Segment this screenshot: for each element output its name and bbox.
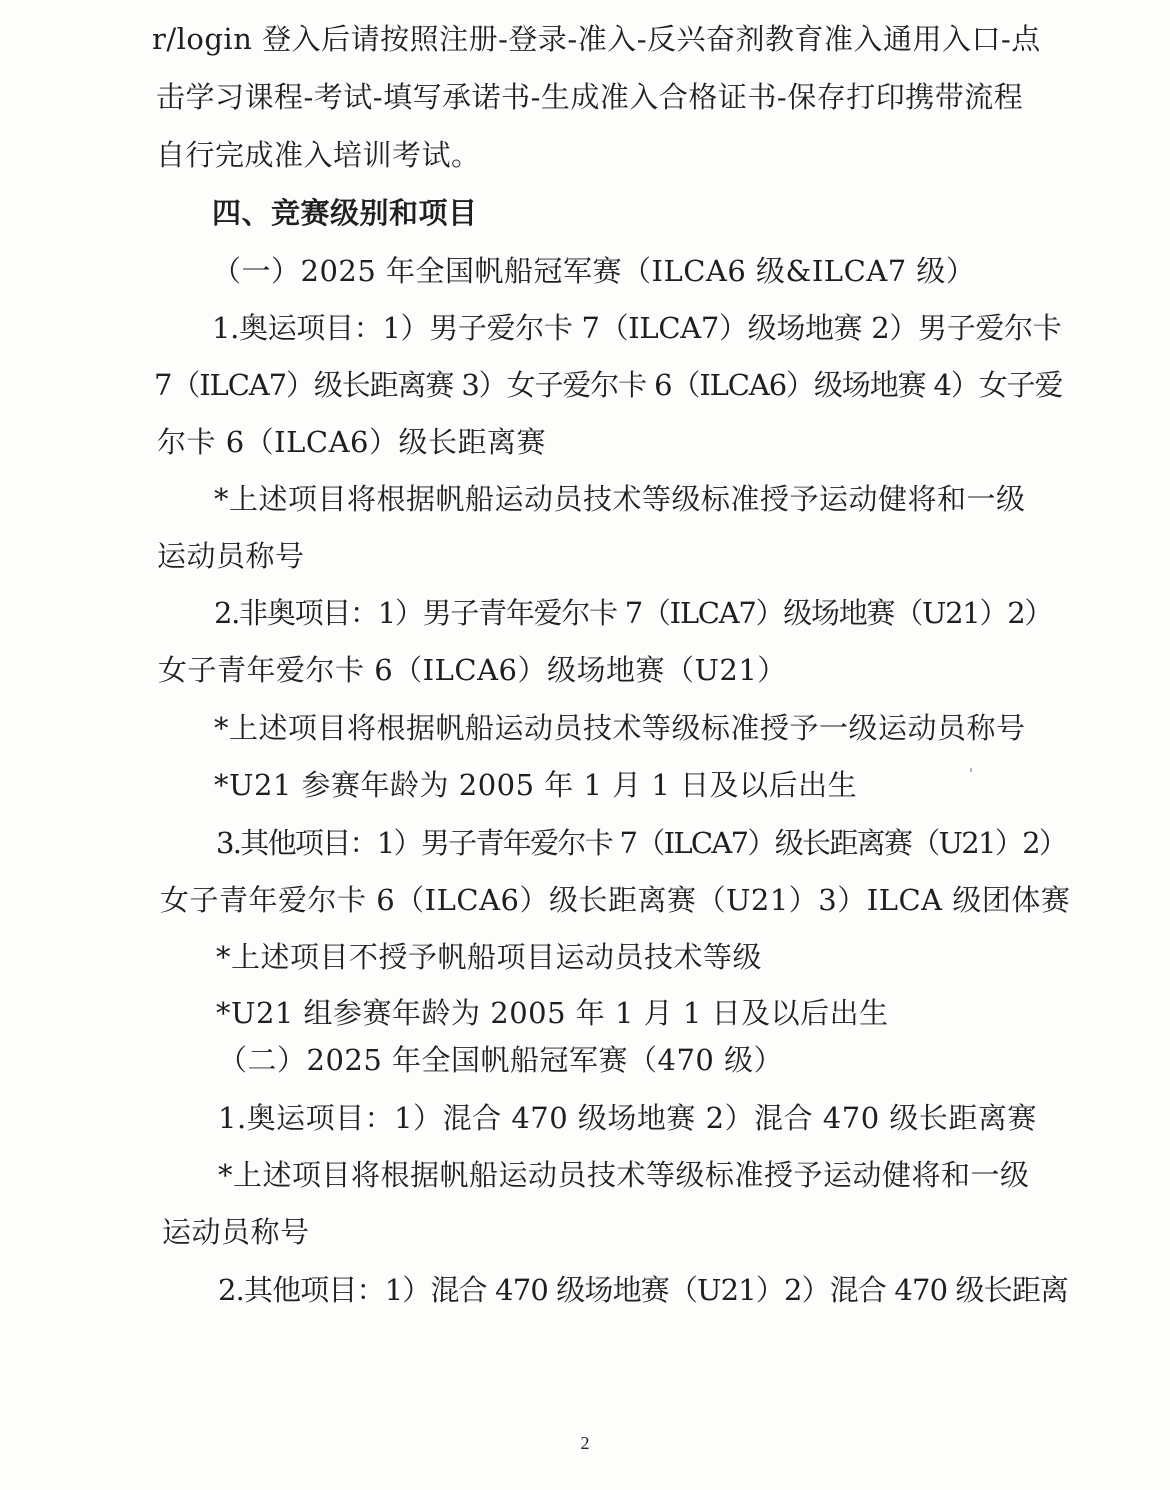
- text-line-15: 3.其他项目：1）男子青年爱尔卡 7（ILCA7）级长距离赛（U21）2）: [216, 826, 1067, 860]
- text-line-11: 2.非奥项目：1）男子青年爱尔卡 7（ILCA7）级场地赛（U21）2）: [214, 596, 1053, 630]
- text-line-23: 2.其他项目：1）混合 470 级场地赛（U21）2）混合 470 级长距离: [218, 1273, 1069, 1307]
- note-line-1-cont: 运动员称号: [157, 539, 305, 573]
- subsection-heading-1: （一）2025 年全国帆船冠军赛（ILCA6 级&ILCA7 级）: [212, 254, 976, 288]
- text-line-16: 女子青年爱尔卡 6（ILCA6）级长距离赛（U21）3）ILCA 级团体赛: [160, 883, 1071, 917]
- note-line-6: *上述项目将根据帆船运动员技术等级标准授予运动健将和一级: [218, 1158, 1030, 1192]
- text-line-7: 7（ILCA7）级长距离赛 3）女子爱尔卡 6（ILCA6）级场地赛 4）女子爱: [154, 368, 1063, 402]
- note-line-4: *上述项目不授予帆船项目运动员技术等级: [216, 940, 763, 974]
- text-line-3: 自行完成准入培训考试。: [156, 138, 481, 172]
- note-line-1: *上述项目将根据帆船运动员技术等级标准授予运动健将和一级: [214, 482, 1026, 516]
- subsection-heading-2: （二）2025 年全国帆船冠军赛（470 级）: [218, 1043, 784, 1077]
- text-line-8: 尔卡 6（ILCA6）级长距离赛: [157, 425, 546, 459]
- text-line-12: 女子青年爱尔卡 6（ILCA6）级场地赛（U21）: [158, 653, 787, 687]
- note-line-3: *U21 参赛年龄为 2005 年 1 月 1 日及以后出生: [214, 768, 858, 802]
- text-line-20: 1.奥运项目：1）混合 470 级场地赛 2）混合 470 级长距离赛: [218, 1101, 1037, 1135]
- note-line-2: *上述项目将根据帆船运动员技术等级标准授予一级运动员称号: [214, 711, 1026, 745]
- text-line-2: 击学习课程-考试-填写承诺书-生成准入合格证书-保存打印携带流程: [156, 80, 1024, 114]
- text-line-6: 1.奥运项目：1）男子爱尔卡 7（ILCA7）级场地赛 2）男子爱尔卡: [212, 311, 1062, 345]
- text-line-1: r/login 登入后请按照注册-登录-准入-反兴奋剂教育准入通用入口-点: [152, 22, 1041, 56]
- section-heading-4: 四、竞赛级别和项目: [212, 196, 478, 230]
- page-number: 2: [580, 1433, 590, 1453]
- note-line-6-cont: 运动员称号: [162, 1215, 310, 1249]
- note-line-5: *U21 组参赛年龄为 2005 年 1 月 1 日及以后出生: [216, 996, 889, 1030]
- scan-speck: [970, 768, 972, 772]
